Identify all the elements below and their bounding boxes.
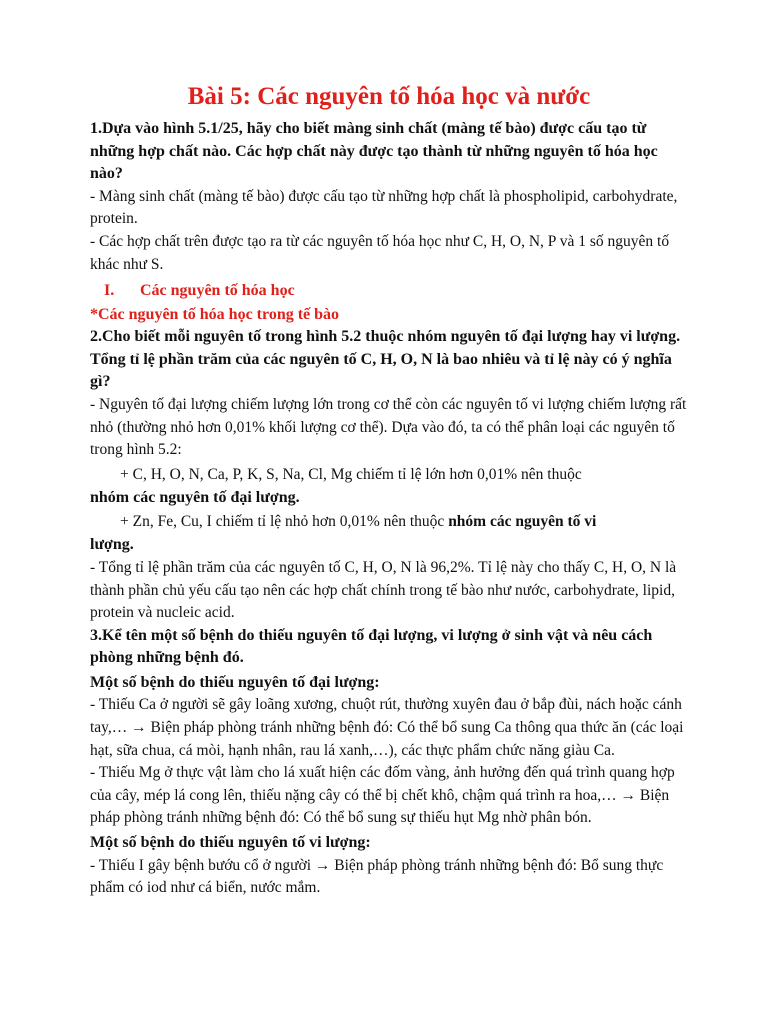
answer-2-plus-2 bbox=[90, 509, 688, 534]
answer-1-part-2: - Các hợp chất trên được tạo ra từ các nguyên tố hóa học như C, H, O, N, P và 1 số nguyên tố khác như S. bbox=[90, 232, 670, 273]
macro-deficiency-2: - Thiếu Mg ở thực vật làm cho lá xuất hiện các đốm vàng, ảnh hưởng đến quá trình quang hợp của cây, mép lá cong lên, thiếu nặng cây có thể bị chết khô, chậm quá trình ra hoa,… → Biện pháp phòng tránh những bệnh đó: Có thể bổ sung sự thiếu hụt Mg nhờ phân bón. bbox=[90, 764, 675, 827]
micro-deficiency-1: - Thiếu I gây bệnh bướu cổ ở người → Biện pháp phòng tránh những bệnh đó: Bổ sung thực phẩm có iod như cá biển, nước mắm. bbox=[90, 856, 664, 897]
section-number: I. bbox=[104, 282, 115, 300]
page-title: Bài 5: Các nguyên tố hóa học và nước bbox=[187, 83, 591, 110]
heading-macro-deficiency: Một số bệnh do thiếu nguyên tố đại lượng: bbox=[90, 673, 380, 691]
question-2: 2.Cho biết mỗi nguyên tố trong hình 5.2 thuộc nhóm nguyên tố đại lượng hay vi lượng. Tổng tỉ lệ phần trăm của các nguyên tố C, H, O, N là bao nhiêu và tỉ lệ này có ý nghĩa gì? bbox=[90, 328, 681, 391]
answer-2-part-2: - Tổng tỉ lệ phần trăm của các nguyên tố C, H, O, N là 96,2%. Tỉ lệ này cho thấy C, H, O, N là thành phần chủ yếu cấu tạo nên các hợp chất chính trong tế bào như nước, carbohydrate, lipid, protein và nucleic acid. bbox=[90, 558, 677, 622]
section-heading bbox=[90, 278, 688, 304]
plus-1-bold: nhóm các nguyên tố đại lượng. bbox=[90, 488, 300, 506]
question-3: 3.Kể tên một số bệnh do thiếu nguyên tố đại lượng, vi lượng ở sinh vật và nêu cách phòng những bệnh đó. bbox=[90, 626, 653, 667]
section-title: Các nguyên tố hóa học bbox=[140, 282, 295, 300]
question-1: 1.Dựa vào hình 5.1/25, hãy cho biết màng sinh chất (màng tế bào) được cấu tạo từ những hợp chất nào. Các hợp chất này được tạo thành từ những nguyên tố hóa học nào? bbox=[90, 120, 658, 183]
heading-micro-deficiency: Một số bệnh do thiếu nguyên tố vi lượng: bbox=[90, 834, 371, 852]
subsection-heading: *Các nguyên tố hóa học trong tế bào bbox=[90, 306, 340, 324]
plus-2-text: + Zn, Fe, Cu, I chiếm tỉ lệ nhỏ hơn 0,01% nên thuộc bbox=[120, 513, 445, 531]
plus-2-bold-b: lượng. bbox=[90, 536, 134, 554]
plus-1-text: + C, H, O, N, Ca, P, K, S, Na, Cl, Mg chiếm tỉ lệ lớn hơn 0,01% nên thuộc bbox=[120, 465, 582, 483]
macro-deficiency-1: - Thiếu Ca ở người sẽ gây loãng xương, chuột rút, thường xuyên đau ở bắp đùi, nách hoặc cánh tay,… → Biện pháp phòng tránh những bệnh đó: Có thể bổ sung Ca thông qua thức ăn (các loại hạt, sữa chua, cá mòi, hạnh nhân, rau lá xanh,…), các thực phẩm chức năng giàu Ca. bbox=[90, 696, 684, 759]
answer-2-part-1: - Nguyên tố đại lượng chiếm lượng lớn trong cơ thể còn các nguyên tố vi lượng chiếm lượng rất nhỏ (thường nhỏ hơn 0,01% khối lượng cơ thể). Dựa vào đó, ta có thể phân loại các nguyên tố trong hình 5.2: bbox=[90, 395, 687, 459]
answer-1-part-1: - Màng sinh chất (màng tế bào) được cấu tạo từ những hợp chất là phospholipid, carbohydrate, protein. bbox=[90, 187, 678, 228]
answer-2-plus-1 bbox=[90, 462, 688, 487]
plus-2-bold-a: nhóm các nguyên tố vi bbox=[448, 513, 597, 531]
